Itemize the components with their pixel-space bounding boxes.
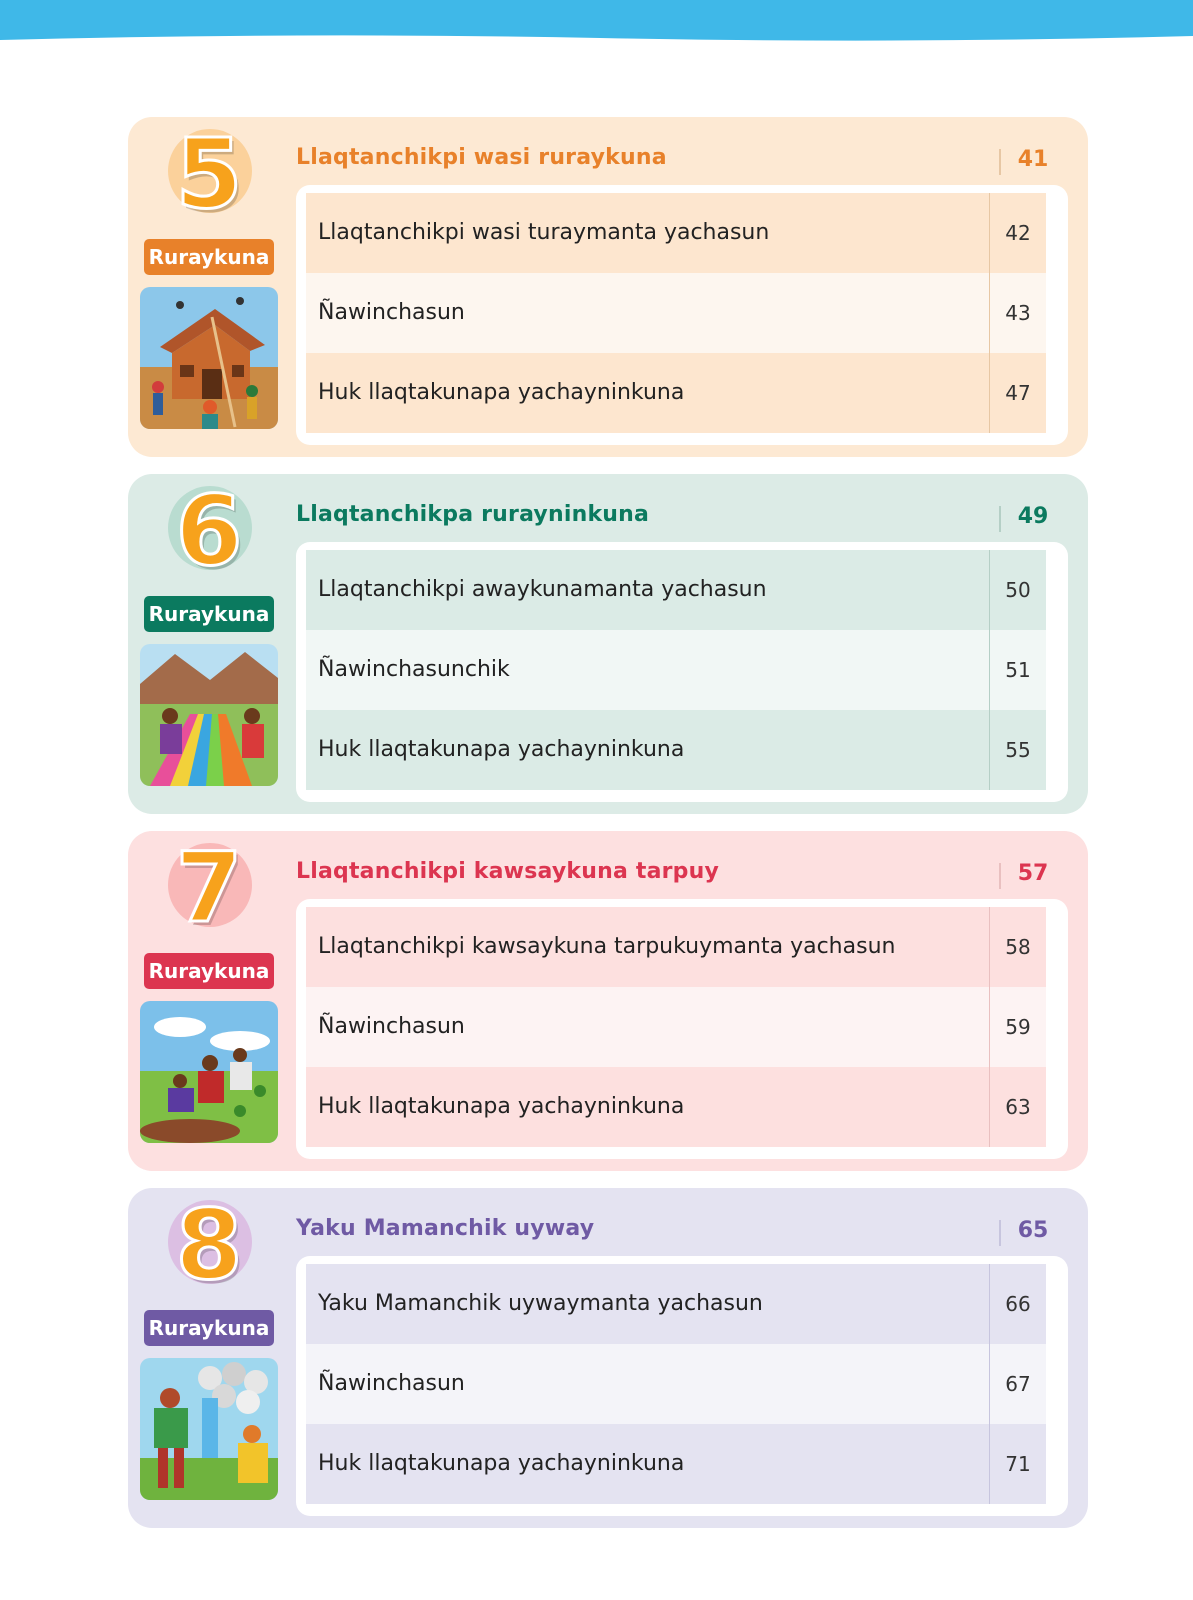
unit-7-card [128,831,1088,1171]
lesson-title: Huk llaqtakunapa yachayninkuna [318,1451,685,1476]
unit-5-card [128,117,1088,457]
unit-7-lesson-list [296,899,1068,1159]
lesson-page: 58 [1005,935,1031,959]
lesson-page: 63 [1005,1095,1031,1119]
lesson-row[interactable] [306,550,1046,630]
planting-illustration-icon [140,1001,278,1143]
unit-6-page-number: 49 [1017,504,1049,529]
unit-8-card [128,1188,1088,1528]
lesson-row[interactable] [306,907,1046,987]
lesson-page: 42 [1005,221,1031,245]
unit-7-number: 7 [175,832,243,944]
unit-7-title: Llaqtanchikpi kawsaykuna tarpuy [296,859,720,884]
lesson-row[interactable] [306,273,1046,353]
lesson-title: Llaqtanchikpi awaykunamanta yachasun [318,577,767,602]
lesson-title: Ñawinchasun [318,1014,465,1039]
unit-7-left-panel [128,831,290,1171]
lesson-page: 71 [1005,1452,1031,1476]
unit-8-badge: Ruraykuna [144,1310,274,1346]
unit-6-title-divider [999,506,1001,532]
unit-5-page-number: 41 [1017,147,1049,172]
lesson-page: 66 [1005,1292,1031,1316]
water-care-illustration-icon [140,1358,278,1500]
lesson-title: Llaqtanchikpi wasi turaymanta yachasun [318,220,770,245]
lesson-title: Llaqtanchikpi kawsaykuna tarpukuymanta yachasun [318,934,896,959]
lesson-page: 55 [1005,738,1031,762]
lesson-page: 59 [1005,1015,1031,1039]
unit-7-badge: Ruraykuna [144,953,274,989]
lesson-row[interactable] [306,1424,1046,1504]
unit-5-title-divider [999,149,1001,175]
lesson-page: 47 [1005,381,1031,405]
house-building-illustration-icon [140,287,278,429]
lesson-title: Yaku Mamanchik uywaymanta yachasun [318,1291,763,1316]
lesson-page: 67 [1005,1372,1031,1396]
unit-7-page-number: 57 [1017,861,1049,886]
lesson-page: 43 [1005,301,1031,325]
unit-8-title-divider [999,1220,1001,1246]
unit-5-badge: Ruraykuna [144,239,274,275]
unit-6-number: 6 [175,475,243,587]
unit-8-lesson-list [296,1256,1068,1516]
lesson-title: Ñawinchasun [318,300,465,325]
lesson-title: Ñawinchasun [318,1371,465,1396]
unit-8-left-panel [128,1188,290,1528]
lesson-row[interactable] [306,710,1046,790]
top-wave-band [0,0,1193,44]
lesson-row[interactable] [306,1264,1046,1344]
unit-6-card [128,474,1088,814]
lesson-title: Huk llaqtakunapa yachayninkuna [318,380,685,405]
lesson-row[interactable] [306,630,1046,710]
lesson-row[interactable] [306,987,1046,1067]
unit-7-title-divider [999,863,1001,889]
lesson-title: Huk llaqtakunapa yachayninkuna [318,737,685,762]
lesson-row[interactable] [306,193,1046,273]
lesson-row[interactable] [306,353,1046,433]
unit-5-number: 5 [175,118,243,230]
lesson-title: Huk llaqtakunapa yachayninkuna [318,1094,685,1119]
unit-6-title: Llaqtanchikpa rurayninkuna [296,502,650,527]
lesson-title: Ñawinchasunchik [318,657,510,682]
unit-6-lesson-list [296,542,1068,802]
unit-6-badge: Ruraykuna [144,596,274,632]
unit-5-title: Llaqtanchikpi wasi ruraykuna [296,145,667,170]
weaving-illustration-icon [140,644,278,786]
lesson-page: 50 [1005,578,1031,602]
unit-5-left-panel [128,117,290,457]
lesson-row[interactable] [306,1067,1046,1147]
lesson-row[interactable] [306,1344,1046,1424]
unit-8-title: Yaku Mamanchik uyway [296,1216,595,1241]
unit-8-number: 8 [175,1189,243,1301]
unit-6-left-panel [128,474,290,814]
unit-8-page-number: 65 [1017,1218,1049,1243]
lesson-page: 51 [1005,658,1031,682]
unit-5-lesson-list [296,185,1068,445]
